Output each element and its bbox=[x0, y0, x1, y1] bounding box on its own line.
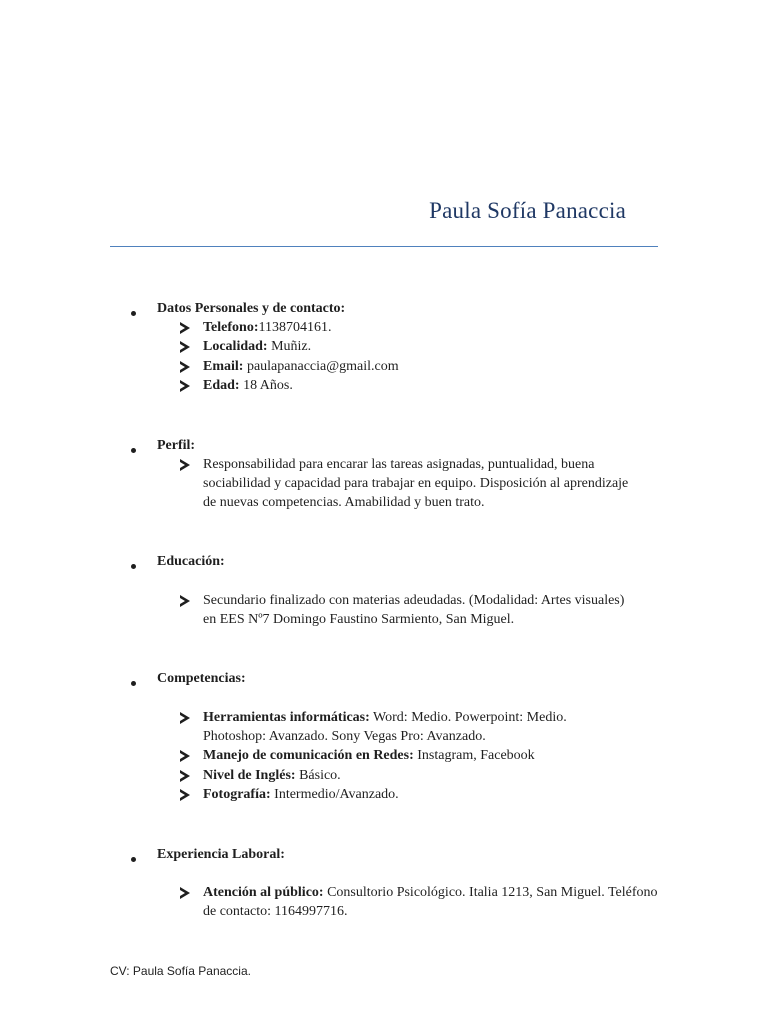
arrow-bullet-icon bbox=[180, 380, 190, 392]
bullet-icon bbox=[131, 857, 136, 862]
item-value: paulapanaccia@gmail.com bbox=[243, 359, 399, 374]
item-value: Secundario finalizado con materias adeudadas. (Modalidad: Artes visuales) en EES Nº7 Domingo Faustino Sarmiento, San Miguel. bbox=[203, 593, 625, 627]
page-footer: CV: Paula Sofía Panaccia. bbox=[110, 964, 251, 978]
arrow-bullet-icon bbox=[180, 750, 190, 762]
item-value: Consultorio Psicológico. Italia 1213, San Miguel. Teléfono de contacto: 1164997716. bbox=[203, 885, 658, 919]
cv-title-name: Paula Sofía Panaccia bbox=[429, 198, 626, 223]
item-label: Telefono: bbox=[203, 320, 259, 335]
section-heading: Experiencia Laboral: bbox=[157, 847, 285, 862]
arrow-bullet-icon bbox=[180, 322, 190, 334]
item-value: Instagram, Facebook bbox=[413, 748, 535, 763]
section-heading: Perfil: bbox=[157, 438, 196, 453]
bullet-icon bbox=[131, 681, 136, 686]
item-label: Herramientas informáticas: bbox=[203, 710, 370, 725]
arrow-bullet-icon bbox=[180, 770, 190, 782]
arrow-bullet-icon bbox=[180, 789, 190, 801]
item-label: Fotografía: bbox=[203, 787, 271, 802]
arrow-bullet-icon bbox=[180, 341, 190, 353]
arrow-bullet-icon bbox=[180, 361, 190, 373]
arrow-bullet-icon bbox=[180, 595, 190, 607]
item-value: 18 Años. bbox=[239, 378, 293, 393]
section-heading: Datos Personales y de contacto: bbox=[157, 301, 346, 316]
item-value: 1138704161. bbox=[258, 320, 332, 335]
item-value: Responsabilidad para encarar las tareas asignadas, puntualidad, buena sociabilidad y capacidad para trabajar en equipo. Disposición al aprendizaje de nuevas competencias. Amabilidad y buen trato. bbox=[203, 457, 629, 510]
item-label: Localidad: bbox=[203, 339, 268, 354]
bullet-icon bbox=[131, 448, 136, 453]
section-heading: Competencias: bbox=[157, 671, 246, 686]
bullet-icon bbox=[131, 564, 136, 569]
title-divider bbox=[110, 246, 658, 247]
item-label: Manejo de comunicación en Redes: bbox=[203, 748, 414, 763]
arrow-bullet-icon bbox=[180, 712, 190, 724]
item-label: Atención al público: bbox=[203, 885, 324, 900]
item-label: Edad: bbox=[203, 378, 240, 393]
item-label: Email: bbox=[203, 359, 244, 374]
arrow-bullet-icon bbox=[180, 459, 190, 471]
section-heading: Educación: bbox=[157, 554, 225, 569]
item-value: Muñiz. bbox=[267, 339, 312, 354]
arrow-bullet-icon bbox=[180, 887, 190, 899]
item-value: Básico. bbox=[295, 768, 341, 783]
item-value: Word: Medio. Powerpoint: Medio. Photoshop: Avanzado. Sony Vegas Pro: Avanzado. bbox=[203, 710, 567, 744]
item-label: Nivel de Inglés: bbox=[203, 768, 296, 783]
item-value: Intermedio/Avanzado. bbox=[270, 787, 399, 802]
bullet-icon bbox=[131, 311, 136, 316]
